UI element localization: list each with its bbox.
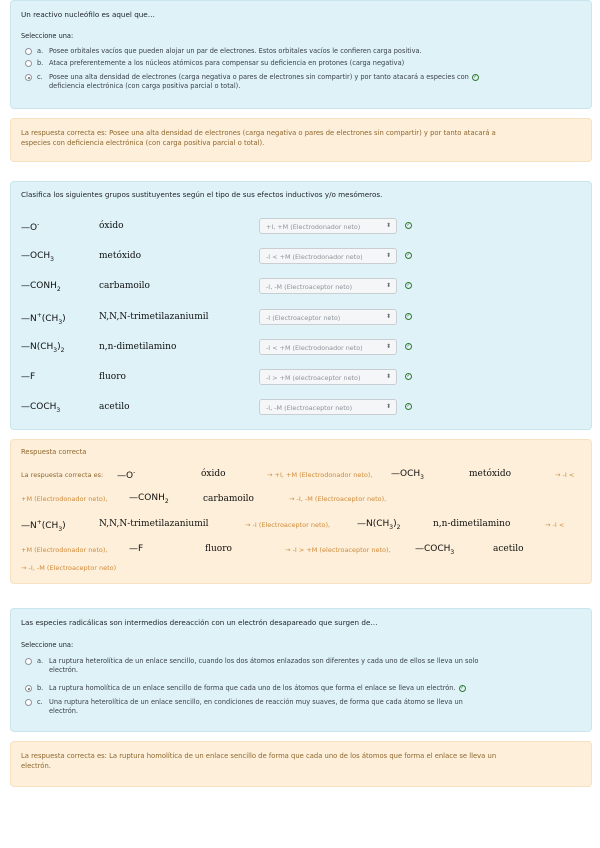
select-arrow-icon: ⬍ <box>385 252 391 259</box>
substituent-formula: $—OCH_3$ <box>21 251 54 263</box>
radio-button[interactable] <box>25 699 32 706</box>
question-3-card <box>10 608 592 732</box>
correct-check-icon: ✓ <box>406 282 411 288</box>
select-arrow-icon: ⬍ <box>385 343 391 350</box>
match-row-trimetilazaniumil <box>21 309 411 327</box>
question-1-option-b[interactable]: b. Ataca preferentemente a los núcleos atómicos para compensar su deficiencia en protones (carga negativa) <box>25 59 581 68</box>
substituent-name: carbamoilo <box>99 281 150 291</box>
correct-check-icon: ✓ <box>473 73 478 80</box>
effect-select[interactable]: -I > +M (electroaceptor neto) ⬍ <box>259 369 397 385</box>
correct-check-icon: ✓ <box>406 373 411 379</box>
effect-select[interactable]: -I < +M (Electrodonador neto) ⬍ <box>259 339 397 355</box>
question-1-feedback: La respuesta correcta es: Posee una alta densidad de electrones (carga negativa o pares de electrones sin compartir) y por tanto atacará a especies con deficiencia electrónica (con carga positiva parcial o total). <box>10 118 592 162</box>
select-arrow-icon: ⬍ <box>385 313 391 320</box>
question-3-option-c[interactable]: c. Una ruptura heterolítica de un enlace sencillo, en condiciones de reacción muy suaves, de forma que cada átomo se lleva un electrón. <box>25 698 581 716</box>
effect-select[interactable]: -I, -M (Electroaceptor neto) ⬍ <box>259 399 397 415</box>
match-row-metoxido <box>21 248 411 266</box>
substituent-name: metóxido <box>99 251 142 261</box>
select-arrow-icon: ⬍ <box>385 403 391 410</box>
substituent-formula: $—N(CH_3)_2$ <box>21 342 65 354</box>
question-3-prompt: Seleccione una: <box>21 641 74 649</box>
correct-check-icon: ✓ <box>406 222 411 228</box>
substituent-formula: —O- <box>21 221 40 233</box>
question-1-card <box>10 0 592 109</box>
match-row-dimetilamino <box>21 339 411 357</box>
question-2-card <box>10 181 592 430</box>
substituent-formula: $—CONH_2$ <box>21 281 61 293</box>
correct-check-icon: ✓ <box>459 684 465 691</box>
radio-button[interactable] <box>25 658 32 665</box>
question-3-text: Las especies radicálicas son intermedios dereacción con un electrón desapareado que surgen de… <box>21 618 378 627</box>
radio-button[interactable] <box>25 48 32 55</box>
feedback-heading: Respuesta correcta <box>21 448 87 456</box>
question-2-feedback: Respuesta correcta La respuesta correcta es: —O- óxido → +I, +M (Electrodonador neto), $—OCH_3$ metóxido → -I < +M (Electrodonador neto), $—CONH_2$ carbamoilo → -I, -M (Electroaceptor neto), $—N^+(CH_3)$ N,N,N-trimetilazaniumil → -I (Electroaceptor neto), $—N(CH_3)_2$ n,n-dimetilamino → -I < +M (Electrodonador neto), —F fluoro → -I > +M (electroaceptor neto), $—COCH_3$ acetilo → -I, -M (Electroaceptor neto) <box>10 439 592 584</box>
effect-select[interactable]: -I, -M (Electroaceptor neto) ⬍ <box>259 278 397 294</box>
correct-check-icon: ✓ <box>406 252 411 258</box>
question-3-option-a[interactable]: a. La ruptura heterolítica de un enlace sencillo, cuando los dos átomos enlazados son diferentes y cada uno de ellos se lleva un solo electrón. <box>25 657 581 675</box>
effect-select[interactable]: -I < +M (Electrodonador neto) ⬍ <box>259 248 397 264</box>
question-1-option-a[interactable]: a. Posee orbitales vacíos que pueden alojar un par de electrones. Estos orbitales vacíos le confieren carga positiva. <box>25 47 581 56</box>
substituent-formula: $—N^+(CH_3)$ <box>21 312 66 326</box>
correct-check-icon: ✓ <box>406 343 411 349</box>
radio-button[interactable] <box>25 60 32 67</box>
substituent-name: N,N,N-trimetilazaniumil <box>99 312 209 322</box>
match-row-carbamoilo <box>21 278 411 296</box>
match-row-oxido <box>21 218 411 236</box>
radio-button-selected[interactable] <box>25 685 32 692</box>
question-1-text: Un reactivo nucleófilo es aquel que… <box>21 10 155 19</box>
select-arrow-icon: ⬍ <box>385 282 391 289</box>
substituent-formula: —F <box>21 372 36 382</box>
question-1-option-c[interactable]: c. Posee una alta densidad de electrones (carga negativa o pares de electrones sin compartir) y por tanto atacará a especies con ✓ deficiencia electrónica (con carga positiva parcial o total). <box>25 73 581 91</box>
substituent-name: acetilo <box>99 402 130 412</box>
match-row-fluoro <box>21 369 411 387</box>
select-arrow-icon: ⬍ <box>385 373 391 380</box>
question-3-feedback: La respuesta correcta es: La ruptura homolítica de un enlace sencillo de forma que cada uno de los átomos que forma el enlace se lleva un electrón. <box>10 741 592 787</box>
radio-button-selected[interactable] <box>25 74 32 81</box>
effect-select[interactable]: +I, +M (Electrodonador neto) ⬍ <box>259 218 397 234</box>
correct-check-icon: ✓ <box>406 313 411 319</box>
substituent-formula: $—COCH_3$ <box>21 402 61 414</box>
select-arrow-icon: ⬍ <box>385 222 391 229</box>
effect-select[interactable]: -I (Electroaceptor neto) ⬍ <box>259 309 397 325</box>
question-3-option-b[interactable]: b. La ruptura homolítica de un enlace sencillo de forma que cada uno de los átomos que forma el enlace se lleva un electrón. ✓ <box>25 684 581 693</box>
correct-check-icon: ✓ <box>406 403 411 409</box>
match-row-acetilo <box>21 399 411 417</box>
substituent-name: n,n-dimetilamino <box>99 342 177 352</box>
question-2-text: Clasifica los siguientes grupos sustituyentes según el tipo de sus efectos inductivos y/o mesómeros. <box>21 190 383 199</box>
substituent-name: óxido <box>99 221 124 231</box>
question-1-prompt: Seleccione una: <box>21 32 74 40</box>
substituent-name: fluoro <box>99 372 126 382</box>
